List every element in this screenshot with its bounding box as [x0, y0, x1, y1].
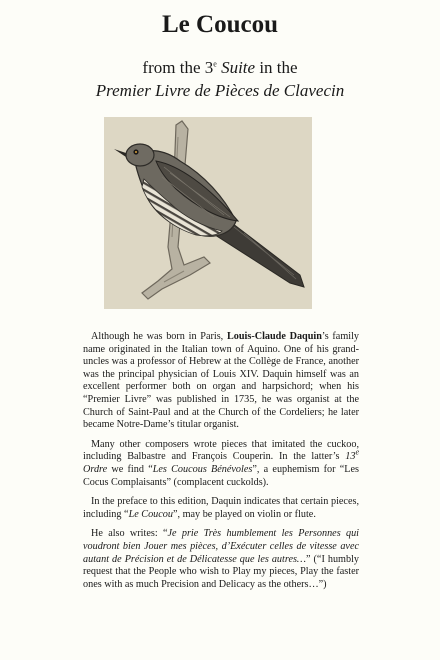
cuckoo-bird-drawing	[104, 117, 312, 309]
article-body	[83, 331, 359, 591]
p4-text-a: He also writes: “	[91, 528, 168, 540]
p1-text-b: ’s family name originated in the Italian town of Aquino. One of his grand-uncles was a professor of Hebrew at the Collège de France, another was the principal physician of Louis XIV. Daquin himself was an excellent performer both on organ and harpsichord; when his “Premier Livre” was published in 1735, he was organist at the Church of Saint-Paul and at the Church of the Cordeliers; he later became Notre-Dame’s titular organist.	[83, 331, 360, 431]
p2-text-b: we find “	[107, 463, 153, 475]
p3-text-a: In the preface to this edition, Daquin indicates that certain pieces, including “	[83, 496, 359, 520]
composer-name: Louis-Claude Daquin	[226, 331, 322, 342]
p3-text-b: ”, may be played on violin or flute.	[173, 508, 316, 520]
subtitle-book-title: Premier Livre de Pièces de Clavecin	[95, 81, 345, 100]
paragraph-1	[83, 331, 359, 432]
french-quote: Je prie Très humblement les Personnes qui voudront bien Jouer mes pièces, d’Exécuter celles de vitesse avec autant de Précision et de Délicatesse que les autres…	[83, 528, 359, 565]
subtitle-pre: from the 3	[142, 58, 214, 77]
ordre-word: Ordre	[83, 463, 108, 475]
paragraph-3	[83, 496, 359, 521]
subtitle-suite: Suite	[221, 58, 256, 77]
p4-text-b: ” (“I humbly request that the People who wish to Play my pieces, Play the faster ones with as much Precision and Delicacy as the others…”)	[83, 553, 359, 590]
ordre-superscript: e	[355, 447, 359, 457]
subtitle-superscript: e	[213, 59, 217, 69]
piece-title-coucou: Le Coucou	[128, 508, 173, 520]
p1-text-a: Although he was born in Paris,	[91, 331, 227, 342]
p2-text-c: ”, a euphemism for “Les Cocus Complaisants” (complacent cuckolds).	[83, 463, 359, 488]
bird-head	[126, 144, 154, 166]
subtitle-line-1	[0, 58, 440, 78]
p2-text-a: Many other composers wrote pieces that imitated the cuckoo, including Balbastre and François Couperin. In the latter’s	[83, 438, 359, 463]
page-title: Le Coucou	[162, 11, 278, 38]
cuckoo-illustration	[104, 117, 312, 309]
piece-title-coucous: Les Coucous Bénévoles	[152, 463, 253, 475]
paragraph-2	[83, 439, 359, 489]
subtitle-post: in the	[259, 58, 298, 77]
ordre-number: 13	[345, 451, 356, 463]
paragraph-4	[83, 528, 359, 591]
